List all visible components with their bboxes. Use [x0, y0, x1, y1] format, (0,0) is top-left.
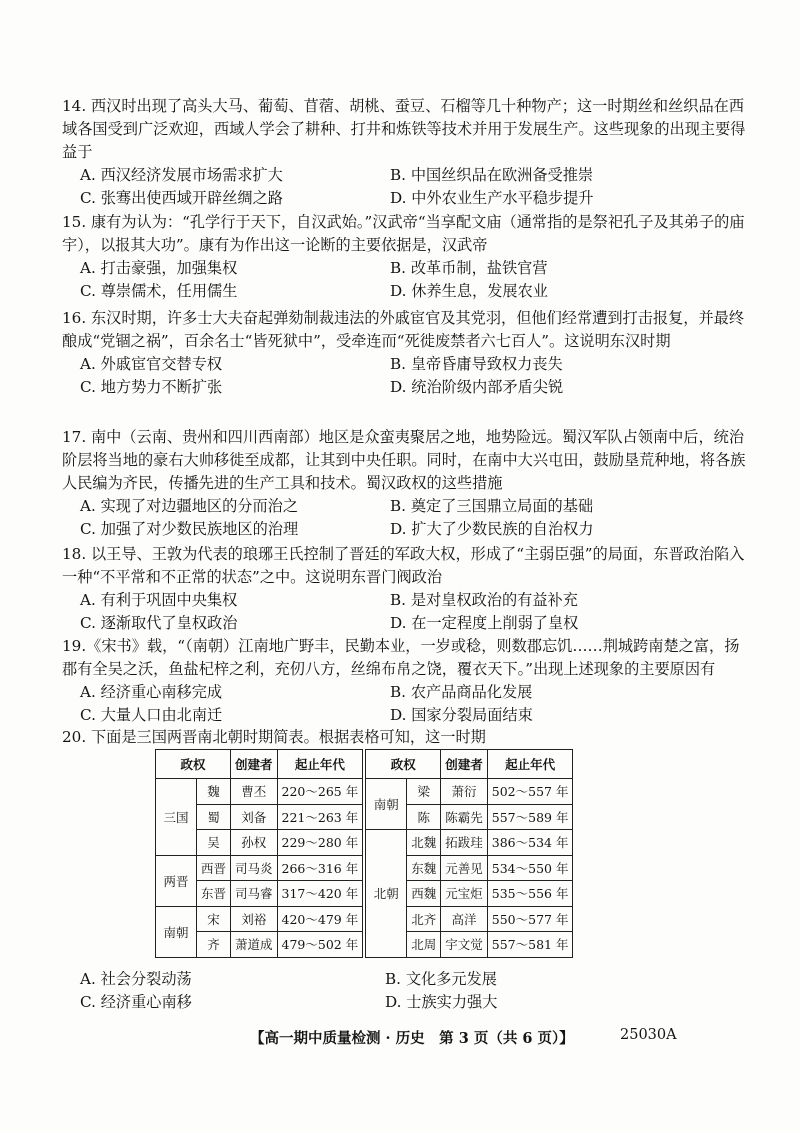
- question-17: [62, 426, 752, 541]
- option-d: D. 士族实力强大: [385, 993, 498, 1011]
- table-row: [156, 906, 573, 932]
- table-cell: 东晋: [197, 881, 231, 907]
- table-cell: 557～589 年: [487, 804, 573, 830]
- question-stem: 20. 下面是三国两晋南北朝时期简表。根据表格可知，这一时期: [62, 728, 486, 746]
- table-header: 起止年代: [487, 750, 573, 779]
- option-d: D. 扩大了少数民族的自治权力: [390, 520, 594, 538]
- table-cell: 陈霸先: [441, 804, 488, 830]
- option-c: C. 尊崇儒术，任用儒生: [80, 282, 238, 300]
- option-c: C. 大量人口由北南迁: [80, 706, 223, 724]
- table-separator: [363, 906, 366, 932]
- table-cell: 东魏: [407, 855, 441, 881]
- option-d: D. 在一定程度上削弱了皇权: [390, 614, 579, 632]
- table-cell: 550～577 年: [487, 906, 573, 932]
- table-cell: 557～581 年: [487, 932, 573, 958]
- question-15: [62, 211, 752, 303]
- table-row: [156, 932, 573, 958]
- table-header-row: [156, 750, 573, 779]
- table-cell: 司马炎: [231, 855, 278, 881]
- table-cell: 拓跋珪: [441, 830, 488, 856]
- table-row: [156, 779, 573, 805]
- question-14: [62, 95, 752, 214]
- question-stem: 19.《宋书》载，“（南朝）江南地广野丰，民勤本业，一岁或稔，则数郡忘饥……荆城跨南楚之富，扬郡有全吴之沃，鱼盐杞梓之利，充仞八方，丝绵布帛之饶，覆衣天下。”出现上述现象的主要原因有: [62, 637, 740, 678]
- table-separator: [363, 881, 366, 907]
- table-cell: 梁: [407, 779, 441, 805]
- option-c: C. 逐渐取代了皇权政治: [80, 614, 238, 632]
- table-cell: 420～479 年: [277, 906, 363, 932]
- table-cell: 479～502 年: [277, 932, 363, 958]
- exam-code: 25030A: [620, 1027, 677, 1043]
- table-header: 起止年代: [277, 750, 363, 779]
- table-separator: [363, 932, 366, 958]
- table-cell: 孙权: [231, 830, 278, 856]
- table-cell: 高洋: [441, 906, 488, 932]
- option-d: D. 统治阶级内部矛盾尖锐: [390, 378, 564, 396]
- option-b: B. 农产品商品化发展: [390, 683, 533, 701]
- option-b: B. 改革币制，盐铁官营: [390, 259, 548, 277]
- table-row: [156, 855, 573, 881]
- option-c: C. 地方势力不断扩张: [80, 378, 223, 396]
- option-d: D. 国家分裂局面结束: [390, 706, 533, 724]
- dynasty-table: [155, 749, 573, 958]
- option-d: D. 休养生息，发展农业: [390, 282, 548, 300]
- table-cell: 宋: [197, 906, 231, 932]
- table-cell: 萧衍: [441, 779, 488, 805]
- table-header: 创建者: [231, 750, 278, 779]
- question-19: [62, 635, 752, 727]
- option-b: B. 皇帝昏庸导致权力丧失: [390, 355, 563, 373]
- table-cell: 宇文觉: [441, 932, 488, 958]
- option-b: B. 文化多元发展: [385, 970, 497, 988]
- option-a: A. 有利于巩固中央集权: [80, 591, 238, 609]
- option-a: A. 实现了对边疆地区的分而治之: [80, 497, 299, 515]
- table-group-label: 三国: [156, 779, 197, 856]
- question-stem: 18. 以王导、王敦为代表的琅琊王氏控制了晋廷的军政大权，形成了“主弱臣强”的局面，东晋政治陷入一种“不平常和不正常的状态”之中。这说明东晋门阀政治: [62, 545, 745, 586]
- table-cell: 西魏: [407, 881, 441, 907]
- option-a: A. 社会分裂动荡: [80, 970, 192, 988]
- table-cell: 刘裕: [231, 906, 278, 932]
- option-b: B. 中国丝织品在欧洲备受推崇: [390, 166, 594, 184]
- table-group-label: 南朝: [366, 779, 407, 830]
- table-cell: 蜀: [197, 804, 231, 830]
- table-cell: 曹丕: [231, 779, 278, 805]
- option-c: C. 加强了对少数民族地区的治理: [80, 520, 299, 538]
- table-group-label: 南朝: [156, 906, 197, 957]
- table-cell: 535～556 年: [487, 881, 573, 907]
- table-cell: 陈: [407, 804, 441, 830]
- table-cell: 西晋: [197, 855, 231, 881]
- table-cell: 266～316 年: [277, 855, 363, 881]
- table-header: 政权: [366, 750, 441, 779]
- table-group-label: 北朝: [366, 830, 407, 958]
- table-cell: 司马睿: [231, 881, 278, 907]
- table-cell: 北齐: [407, 906, 441, 932]
- table-group-label: 两晋: [156, 855, 197, 906]
- question-20: [62, 726, 752, 749]
- table-row: [156, 830, 573, 856]
- table-cell: 386～534 年: [487, 830, 573, 856]
- table-header: 政权: [156, 750, 231, 779]
- table-cell: 吴: [197, 830, 231, 856]
- table-separator: [363, 804, 366, 830]
- question-16: [62, 307, 752, 399]
- option-a: A. 打击豪强，加强集权: [80, 259, 238, 277]
- table-cell: 220～265 年: [277, 779, 363, 805]
- table-cell: 502～557 年: [487, 779, 573, 805]
- table-cell: 221～263 年: [277, 804, 363, 830]
- option-d: D. 中外农业生产水平稳步提升: [390, 189, 594, 207]
- table-cell: 元善见: [441, 855, 488, 881]
- table-cell: 534～550 年: [487, 855, 573, 881]
- table-cell: 刘备: [231, 804, 278, 830]
- option-a: A. 西汉经济发展市场需求扩大: [80, 166, 283, 184]
- question-18: [62, 543, 752, 635]
- table-cell: 萧道成: [231, 932, 278, 958]
- table-row: [156, 881, 573, 907]
- question-stem: 16. 东汉时期，许多士大夫奋起弹劾制裁违法的外戚宦官及其党羽，但他们经常遭到打击报复，并最终酿成“党锢之祸”，百余名士“皆死狱中”，受牵连而“死徙废禁者六七百人”。这说明东汉时期: [62, 309, 745, 350]
- table-cell: 北魏: [407, 830, 441, 856]
- table-cell: 齐: [197, 932, 231, 958]
- option-c: C. 经济重心南移: [80, 993, 192, 1011]
- table-cell: 元宝炬: [441, 881, 488, 907]
- question-stem: 14. 西汉时出现了高头大马、葡萄、苜蓿、胡桃、蚕豆、石榴等几十种物产；这一时期丝和丝织品在西域各国受到广泛欢迎，西域人学会了耕种、打井和炼铁等技术并用于发展生产。这些现象的出现主要得益于: [62, 97, 746, 161]
- table-header: 创建者: [441, 750, 488, 779]
- question-20-options: [80, 968, 760, 1014]
- option-a: A. 经济重心南移完成: [80, 683, 223, 701]
- table-cell: 317～420 年: [277, 881, 363, 907]
- question-stem: 17. 南中（云南、贵州和四川西南部）地区是众蛮夷聚居之地，地势险远。蜀汉军队占领南中后，统治阶层将当地的豪右大帅移徙至成都，让其到中央任职。同时，在南中大兴屯田，鼓励垦荒种地，将各族人民编为齐民，传播先进的生产工具和技术。蜀汉政权的这些措施: [62, 428, 746, 492]
- option-b: B. 奠定了三国鼎立局面的基础: [390, 497, 594, 515]
- option-c: C. 张骞出使西域开辟丝绸之路: [80, 189, 283, 207]
- option-a: A. 外戚宦官交替专权: [80, 355, 223, 373]
- table-row: [156, 804, 573, 830]
- table-cell: 魏: [197, 779, 231, 805]
- table-cell: 229～280 年: [277, 830, 363, 856]
- question-stem: 15. 康有为认为：“孔学行于天下，自汉武始。”汉武帝“当享配文庙（通常指的是祭祀孔子及其弟子的庙宇），以报其大功”。康有为作出这一论断的主要依据是，汉武帝: [62, 213, 745, 254]
- table-cell: 北周: [407, 932, 441, 958]
- table-separator: [363, 855, 366, 881]
- footer-title: 【高一期中质量检测 · 历史 第 3 页（共 6 页）】: [250, 1030, 574, 1047]
- option-b: B. 是对皇权政治的有益补充: [390, 591, 578, 609]
